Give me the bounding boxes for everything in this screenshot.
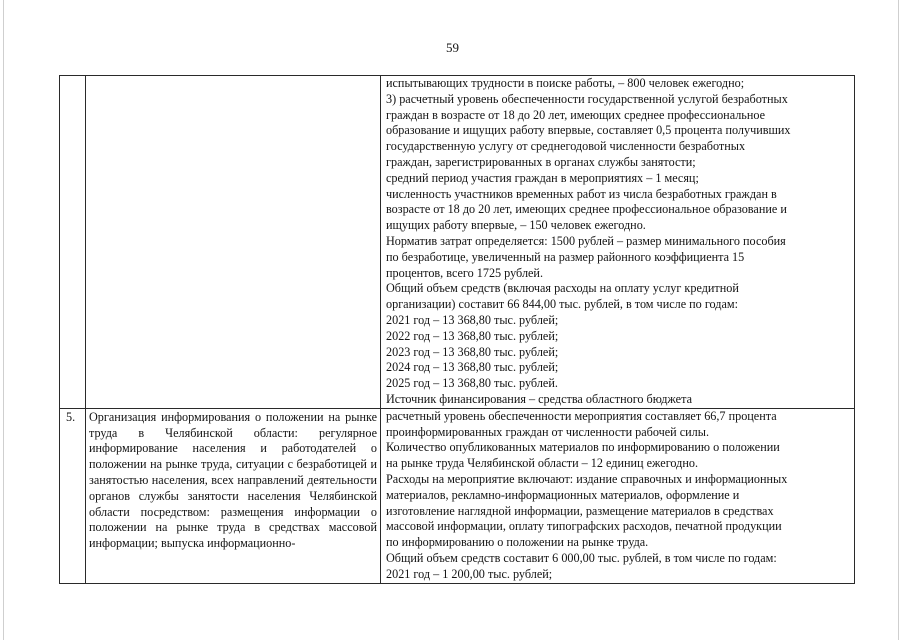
detail-line: граждан, зарегистрированных в органах службы занятости; — [386, 154, 696, 169]
detail-line: массовой информации, оплату типографских расходов, печатной продукции — [386, 519, 782, 534]
detail-line: средний период участия граждан в мероприятиях – 1 месяц; — [386, 170, 699, 185]
detail-line: 2025 год – 13 368,80 тыс. рублей. — [386, 376, 558, 391]
table-row-continued — [60, 76, 855, 409]
detail-line: 2023 год – 13 368,80 тыс. рублей; — [386, 344, 559, 359]
detail-line: на рынке труда Челябинской области – 12 единиц ежегодно. — [386, 456, 699, 471]
detail-line: Норматив затрат определяется: 1500 рублей – размер минимального пособия — [386, 233, 786, 248]
detail-line: изготовление наглядной информации, размещение материалов в средствах — [386, 503, 774, 518]
detail-line: расчетный уровень обеспеченности мероприятия составляет 66,7 процента — [386, 408, 777, 423]
detail-line: Количество опубликованных материалов по информированию о положении — [386, 440, 780, 455]
document-table — [59, 75, 854, 640]
row-number-cell — [60, 76, 86, 409]
detail-line: 2024 год – 13 368,80 тыс. рублей; — [386, 360, 559, 375]
detail-line: Расходы на мероприятие включают: издание справочных и информационных — [386, 471, 788, 486]
row-details-cell — [381, 408, 855, 583]
detail-line: Общий объем средств составит 6 000,00 тыс. рублей, в том числе по годам: — [386, 550, 777, 565]
detail-line: ищущих работу впервые, – 150 человек ежегодно. — [386, 218, 646, 233]
detail-line: 2021 год – 13 368,80 тыс. рублей; — [386, 312, 559, 327]
detail-line: Источник финансирования – средства областного бюджета — [386, 391, 692, 406]
detail-line: процентов, всего 1725 рублей. — [386, 265, 544, 280]
detail-line: проинформированных граждан от численности рабочей силы. — [386, 424, 709, 439]
detail-line: численность участников временных работ из числа безработных граждан в — [386, 186, 777, 201]
row-details-cell — [381, 76, 855, 409]
detail-line: 3) расчетный уровень обеспеченности государственной услугой безработных — [386, 91, 788, 106]
detail-line: материалов, рекламно-информационных материалов, оформление и — [386, 487, 740, 502]
scan-edge-right — [898, 0, 899, 640]
detail-line: 2021 год – 1 200,00 тыс. рублей; — [386, 566, 553, 581]
detail-line: государственную услугу от среднегодовой численности безработных — [386, 139, 746, 154]
row-description-cell: Организация информирования о положении на рынке труда в Челябинской области: регулярное информирование населения и работодателей о положении на рынке труда, ситуации с безработицей и занятостью населения, всех направлений деятельности органов службы занятости населения Челябинской области посредством: размещения информации о положении на рынке труда в средствах массовой информации; выпуска информационно- — [86, 408, 381, 583]
detail-line: по информированию о положении на рынке труда. — [386, 535, 649, 550]
row-description-cell — [86, 76, 381, 409]
detail-line: организации) составит 66 844,00 тыс. рублей, в том числе по годам: — [386, 297, 738, 312]
detail-line: испытывающих трудности в поиске работы, – 800 человек ежегодно; — [386, 76, 745, 90]
detail-line: возрасте от 18 до 20 лет, имеющих среднее профессиональное образование и — [386, 202, 787, 217]
detail-line: образование и ищущих работу впервые, составляет 0,5 процента получивших — [386, 123, 791, 138]
detail-line: граждан в возрасте от 18 до 20 лет, имеющих среднее профессиональное — [386, 107, 766, 122]
detail-line: Общий объем средств (включая расходы на оплату услуг кредитной — [386, 281, 739, 296]
scan-edge-left — [3, 0, 4, 640]
table-row-5 — [60, 408, 855, 583]
page-number: 59 — [446, 40, 459, 55]
row-number-cell: 5. — [60, 408, 86, 583]
detail-line: по безработице, увеличенный на размер районного коэффициента 15 — [386, 249, 745, 264]
detail-line: 2022 год – 13 368,80 тыс. рублей; — [386, 328, 559, 343]
